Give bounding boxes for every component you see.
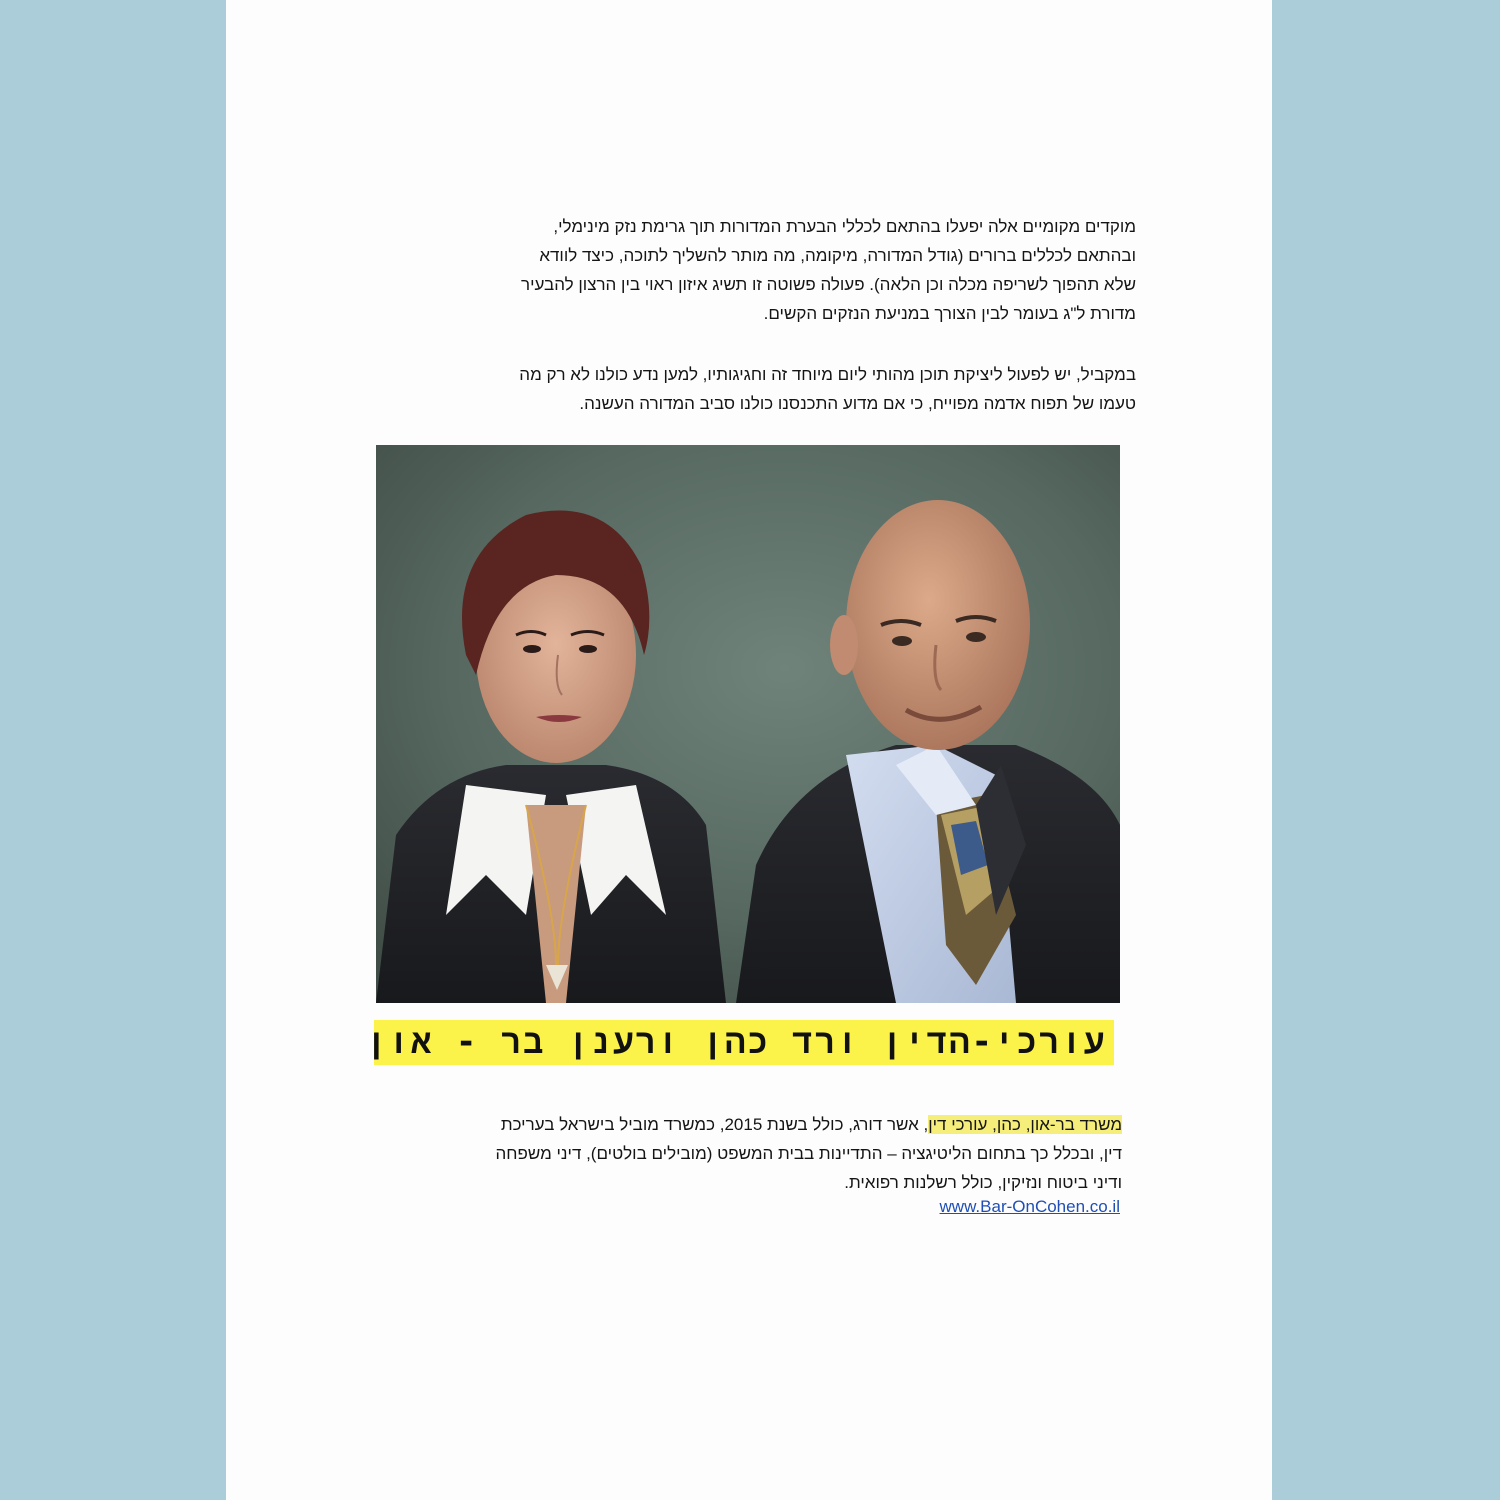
paragraph-line: מוקדים מקומיים אלה יפעלו בהתאם לכללי הבערת המדורות תוך גרימת נזק מינימלי,	[553, 217, 1136, 236]
firm-description-line-1	[362, 1110, 1122, 1139]
document-page	[226, 0, 1272, 1500]
paragraph-line: מדורת ל"ג בעומר לבין הצורך במניעת הנזקים הקשים.	[763, 304, 1136, 323]
website-link[interactable]: www.Bar-OnCohen.co.il	[939, 1197, 1120, 1216]
firm-name-highlight: משרד בר-און, כהן, עורכי דין	[928, 1115, 1122, 1134]
firm-description	[362, 1110, 1122, 1197]
paragraph-line: במקביל, יש לפעול ליציקת תוכן מהותי ליום מיוחד זה וחגיגותיו, למען נדע כולנו לא רק מה	[519, 365, 1136, 384]
lawyers-names-banner: עורכי-הדין ורד כהן ורענן בר - און	[374, 1020, 1114, 1065]
firm-description-line-3: ודיני ביטוח ונזיקין, כולל רשלנות רפואית.	[844, 1173, 1122, 1192]
lawyers-photo	[376, 445, 1120, 1003]
firm-description-text: , אשר דורג, כולל בשנת 2015, כמשרד מוביל בישראל בעריכת	[500, 1115, 929, 1134]
paragraph-line: ובהתאם לכללים ברורים (גודל המדורה, מיקומה, מה מותר להשליך לתוכה, כיצד לוודא	[539, 246, 1136, 265]
paragraph-2	[376, 360, 1136, 418]
paragraph-line: טעמו של תפוח אדמה מפוייח, כי אם מדוע התכנסנו כולנו סביב המדורה העשנה.	[579, 394, 1136, 413]
paragraph-line: שלא תהפוך לשריפה מכלה וכן הלאה). פעולה פשוטה זו תשיג איזון ראוי בין הרצון להבעיר	[520, 275, 1136, 294]
paragraph-1	[376, 212, 1136, 328]
firm-description-line-2: דין, ובכלל כך בתחום הליטיגציה – התדיינות בבית המשפט (מובילים בולטים), דיני משפחה	[495, 1144, 1122, 1163]
lawyers-photo-illustration	[376, 445, 1120, 1003]
